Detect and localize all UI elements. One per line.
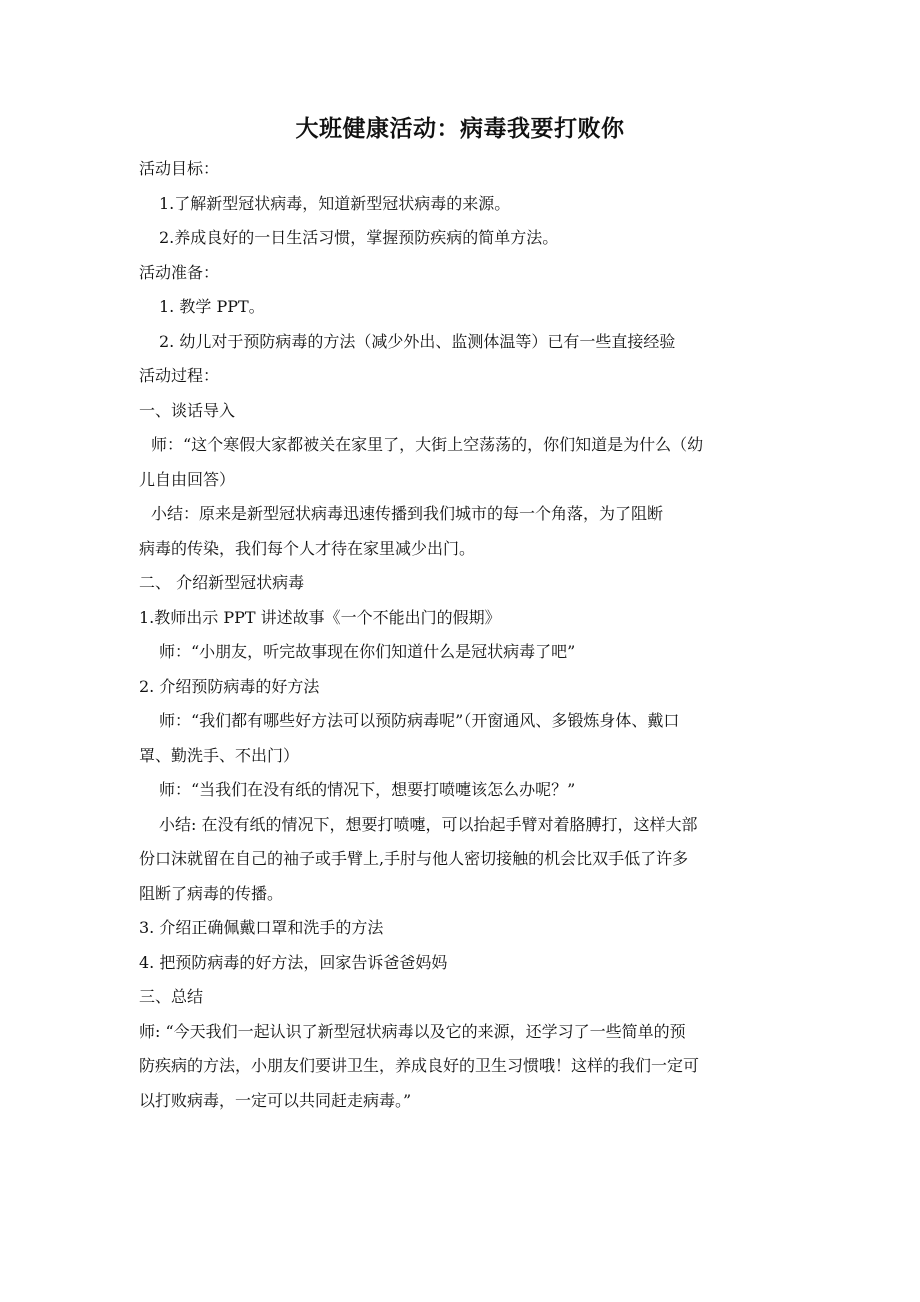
paragraph-line: 4. 把预防病毒的好方法，回家告诉爸爸妈妈 <box>139 952 448 972</box>
document-title: 大班健康活动：病毒我要打败你 <box>295 116 625 142</box>
document-body <box>139 152 789 1118</box>
paragraph-line: 以打败病毒，一定可以共同赶走病毒。” <box>139 1090 412 1110</box>
paragraph-line: 师：“小朋友，听完故事现在你们知道什么是冠状病毒了吧” <box>159 642 576 661</box>
goal-item-2: 2.养成良好的一日生活习惯，掌握预防疾病的简单方法。 <box>159 228 559 247</box>
process-step-1-heading: 一、谈话导入 <box>139 400 236 420</box>
paragraph-line: 师: “今天我们一起认识了新型冠状病毒以及它的来源，还学习了一些简单的预 <box>139 1021 686 1041</box>
paragraph-line: 儿自由回答） <box>139 469 236 489</box>
paragraph-line: 阻断了病毒的传播。 <box>139 883 284 903</box>
process-step-2-heading: 二、 介绍新型冠状病毒 <box>139 573 305 592</box>
paragraph-line: 小结: 在没有纸的情况下，想要打喷嚏，可以抬起手臂对着胳膊打，这样大部 <box>159 814 698 834</box>
section-heading-goals: 活动目标： <box>139 159 220 178</box>
paragraph-line: 师：“我们都有哪些好方法可以预防病毒呢”（开窗通风、多锻炼身体、戴口 <box>159 711 680 730</box>
preparation-item-1: 1. 教学 PPT。 <box>159 297 265 316</box>
section-heading-process: 活动过程： <box>139 366 220 385</box>
paragraph-line: 病毒的传染，我们每个人才待在家里减少出门。 <box>139 538 476 558</box>
paragraph-line: 小结：原来是新型冠状病毒迅速传播到我们城市的每一个角落，为了阻断 <box>151 504 664 523</box>
paragraph-line: 罩、勤洗手、不出门） <box>139 745 300 765</box>
paragraph-line: 3. 介绍正确佩戴口罩和洗手的方法 <box>139 918 384 937</box>
preparation-item-2: 2. 幼儿对于预防病毒的方法（减少外出、监测体温等）已有一些直接经验 <box>159 331 676 351</box>
process-step-3-heading: 三、总结 <box>139 987 204 1006</box>
section-heading-preparation: 活动准备： <box>139 262 220 282</box>
paragraph-line: 师：“这个寒假大家都被关在家里了，大街上空荡荡的，你们知道是为什么（幼 <box>151 435 704 454</box>
paragraph-line: 份口沫就留在自己的袖子或手臂上,手肘与他人密切接触的机会比双手低了许多 <box>139 849 689 868</box>
paragraph-line: 师：“当我们在没有纸的情况下，想要打喷嚏该怎么办呢？” <box>159 780 576 799</box>
paragraph-line: 防疾病的方法，小朋友们要讲卫生，养成良好的卫生习惯哦！这样的我们一定可 <box>139 1056 700 1075</box>
paragraph-line: 2. 介绍预防病毒的好方法 <box>139 676 320 696</box>
paragraph-line: 1.教师出示 PPT 讲述故事《一个不能出门的假期》 <box>139 607 501 627</box>
goal-item-1: 1.了解新型冠状病毒，知道新型冠状病毒的来源。 <box>159 193 511 213</box>
